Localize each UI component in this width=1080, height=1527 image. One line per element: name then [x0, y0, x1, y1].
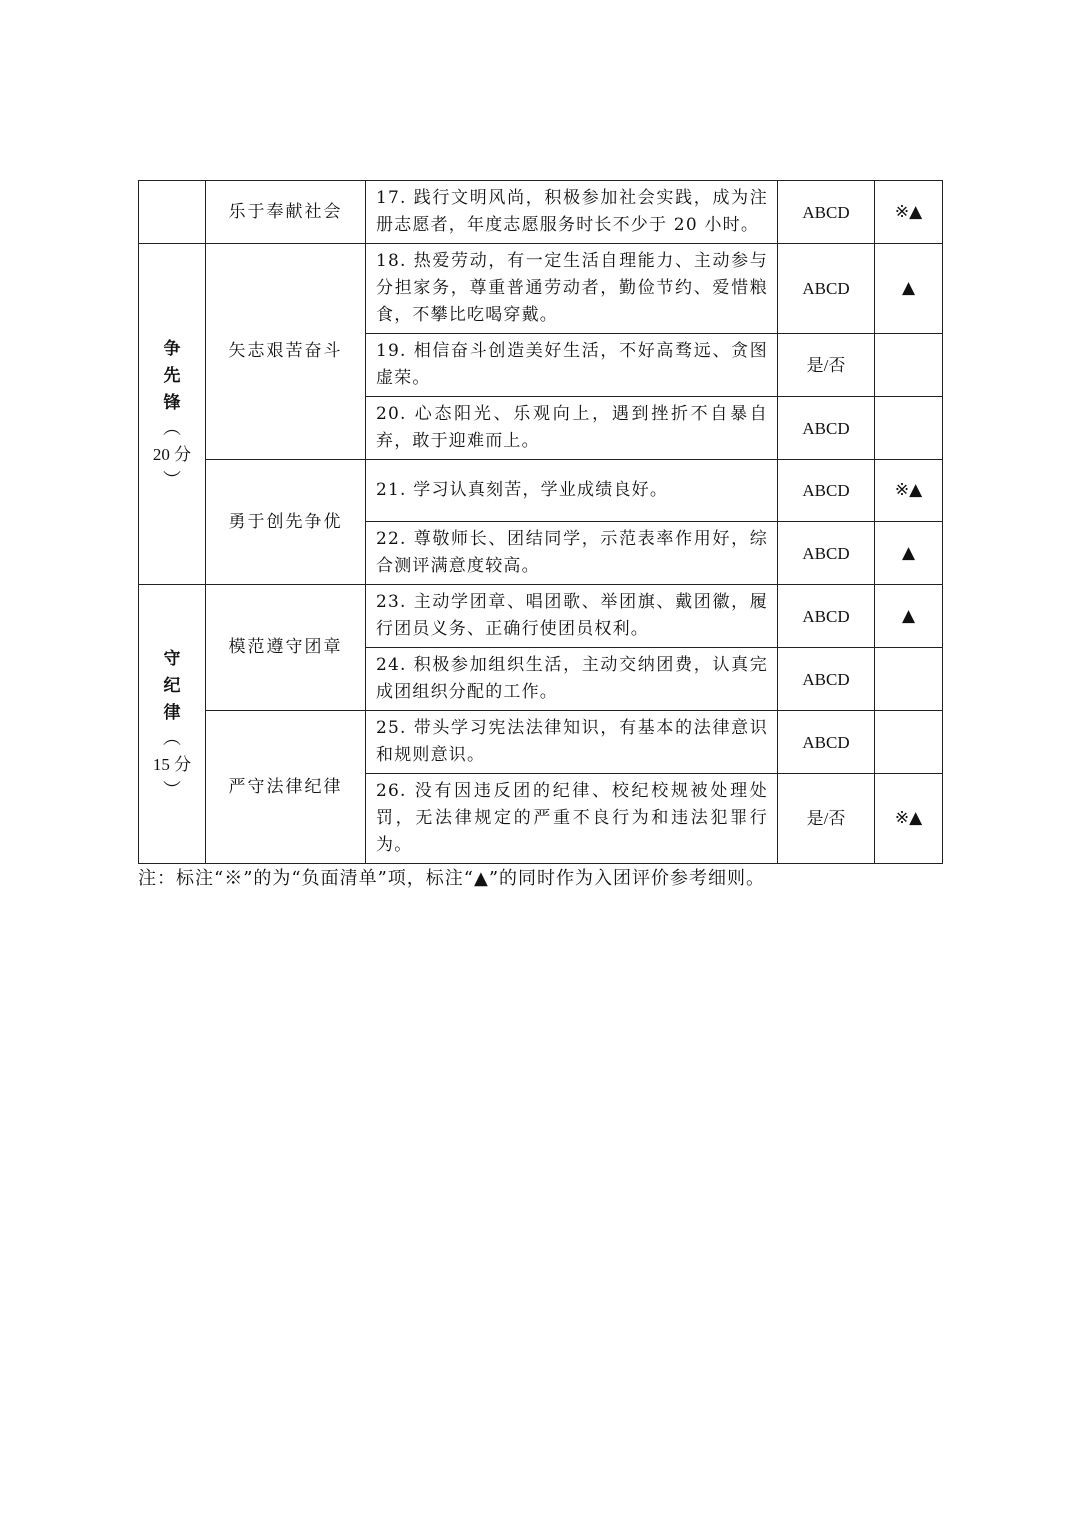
- marker-cell: [875, 711, 943, 774]
- grade-scale: 是/否: [778, 334, 875, 397]
- category-name-char: 先: [163, 365, 181, 386]
- paren-close: ︶: [163, 779, 181, 801]
- marker-cell: ▲: [875, 244, 943, 334]
- table-row: [139, 460, 943, 522]
- grade-scale: ABCD: [778, 711, 875, 774]
- category-name-char: 锋: [163, 392, 181, 413]
- grade-scale: ABCD: [778, 585, 875, 648]
- marker-cell: ※▲: [875, 774, 943, 864]
- table-row: [139, 711, 943, 774]
- criterion-description: 18. 热爱劳动，有一定生活自理能力、主动参与分担家务，尊重普通劳动者，勤俭节约、爱惜粮食，不攀比吃喝穿戴。: [366, 244, 778, 334]
- grade-scale: ABCD: [778, 181, 875, 244]
- category-points: 15 分: [152, 754, 192, 774]
- subcategory-cell: 模范遵守团章: [206, 585, 366, 711]
- subcategory-cell: 矢志艰苦奋斗: [206, 244, 366, 460]
- grade-scale: ABCD: [778, 244, 875, 334]
- category-name-char: 争: [163, 338, 181, 359]
- evaluation-table: [138, 180, 943, 864]
- criterion-description: 20. 心态阳光、乐观向上，遇到挫折不自暴自弃，敢于迎难而上。: [366, 397, 778, 460]
- category-cell-empty: [139, 181, 206, 244]
- paren-open: ︵: [163, 417, 181, 439]
- subcategory-cell: 乐于奉献社会: [206, 181, 366, 244]
- criterion-description: 23. 主动学团章、唱团歌、举团旗、戴团徽，履行团员义务、正确行使团员权利。: [366, 585, 778, 648]
- grade-scale: ABCD: [778, 460, 875, 522]
- criterion-description: 22. 尊敬师长、团结同学，示范表率作用好，综合测评满意度较高。: [366, 522, 778, 585]
- marker-cell: [875, 648, 943, 711]
- table-row: [139, 244, 943, 334]
- grade-scale: 是/否: [778, 774, 875, 864]
- criterion-description: 21. 学习认真刻苦，学业成绩良好。: [366, 460, 778, 522]
- criterion-description: 24. 积极参加组织生活，主动交纳团费，认真完成团组织分配的工作。: [366, 648, 778, 711]
- category-name-char: 纪: [163, 675, 181, 696]
- criterion-description: 17. 践行文明风尚，积极参加社会实践，成为注册志愿者，年度志愿服务时长不少于 20 小时。: [366, 181, 778, 244]
- category-cell-zhengxianfeng: [139, 244, 206, 585]
- marker-cell: ▲: [875, 522, 943, 585]
- category-points: 20 分: [152, 444, 192, 464]
- category-name-char: 律: [163, 702, 181, 723]
- table-row: [139, 181, 943, 244]
- grade-scale: ABCD: [778, 397, 875, 460]
- criterion-description: 26. 没有因违反团的纪律、校纪校规被处理处罚，无法律规定的严重不良行为和违法犯罪行为。: [366, 774, 778, 864]
- criterion-description: 19. 相信奋斗创造美好生活，不好高骛远、贪图虚荣。: [366, 334, 778, 397]
- marker-cell: [875, 397, 943, 460]
- paren-close: ︶: [163, 469, 181, 491]
- subcategory-cell: 严守法律纪律: [206, 711, 366, 864]
- criterion-description: 25. 带头学习宪法法律知识，有基本的法律意识和规则意识。: [366, 711, 778, 774]
- marker-cell: [875, 334, 943, 397]
- grade-scale: ABCD: [778, 522, 875, 585]
- footnote: 注：标注“※”的为“负面清单”项，标注“▲”的同时作为入团评价参考细则。: [138, 868, 766, 889]
- marker-cell: ※▲: [875, 460, 943, 522]
- paren-open: ︵: [163, 727, 181, 749]
- marker-cell: ▲: [875, 585, 943, 648]
- grade-scale: ABCD: [778, 648, 875, 711]
- marker-cell: ※▲: [875, 181, 943, 244]
- subcategory-cell: 勇于创先争优: [206, 460, 366, 585]
- table-row: [139, 585, 943, 648]
- category-name-char: 守: [163, 648, 181, 669]
- category-cell-shoujilv: [139, 585, 206, 864]
